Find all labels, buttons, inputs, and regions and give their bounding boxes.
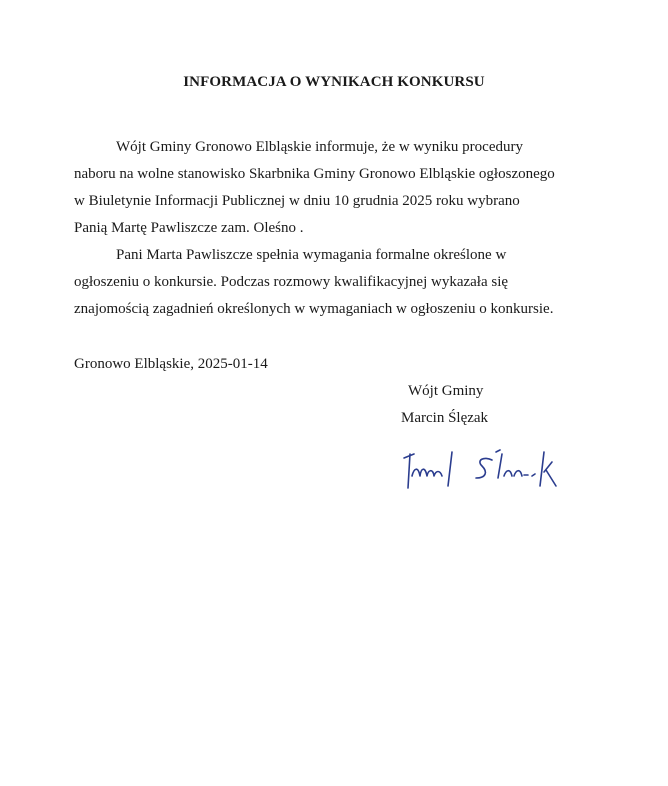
- document-title: INFORMACJA O WYNIKACH KONKURSU: [183, 74, 485, 90]
- paragraph-2-line-1: Pani Marta Pawliszcze spełnia wymagania formalne określone w: [116, 247, 507, 263]
- paragraph-1-line-3: w Biuletynie Informacji Publicznej w dniu 10 grudnia 2025 roku wybrano: [74, 193, 520, 209]
- paragraph-2-line-3: znajomością zagadnień określonych w wymaganiach w ogłoszeniu o konkursie.: [74, 301, 554, 317]
- paragraph-2-line-2: ogłoszeniu o konkursie. Podczas rozmowy kwalifikacyjnej wykazała się: [74, 274, 509, 290]
- signatory-title: Wójt Gminy: [408, 383, 484, 399]
- place-and-date: Gronowo Elbląskie, 2025-01-14: [74, 356, 268, 372]
- paragraph-1-line-4: Panią Martę Pawliszcze zam. Oleśno .: [74, 220, 304, 236]
- paragraph-1-line-1: Wójt Gminy Gronowo Elbląskie informuje, że w wyniku procedury: [116, 139, 523, 155]
- handwritten-signature-icon: [400, 446, 560, 496]
- signatory-name: Marcin Ślęzak: [401, 410, 489, 426]
- paragraph-1-line-2: naboru na wolne stanowisko Skarbnika Gminy Gronowo Elbląskie ogłoszonego: [74, 166, 555, 182]
